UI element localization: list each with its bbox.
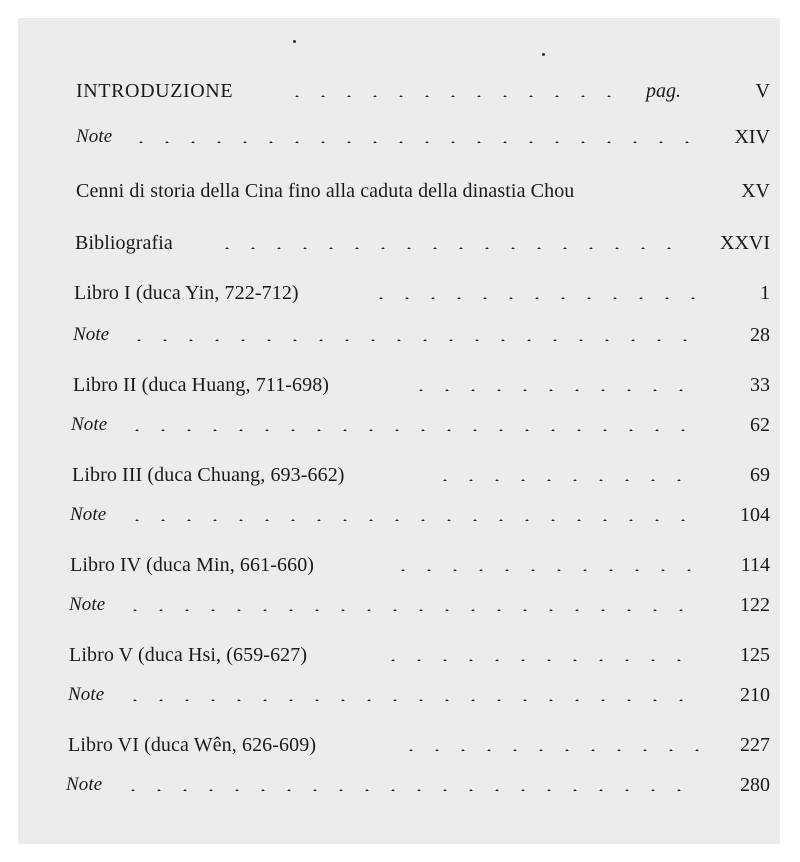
- dot-leader: [124, 519, 700, 521]
- toc-entry-page: 125: [740, 644, 770, 666]
- toc-entry-label: INTRODUZIONE: [76, 80, 234, 102]
- toc-entry-note: [18, 410, 780, 440]
- toc-entry-page: XIV: [734, 126, 770, 148]
- dot-leader: [128, 141, 698, 143]
- toc-entry-page: 104: [740, 504, 770, 526]
- toc-entry-label: Note: [68, 684, 105, 705]
- dot-leader: [122, 609, 700, 611]
- toc-entry-note: [18, 770, 780, 800]
- toc-entry-label: Cenni di storia della Cina fino alla caduta della dinastia Chou: [76, 180, 575, 202]
- toc-entry-label: Note: [76, 126, 113, 147]
- toc-entry-page: V: [755, 80, 770, 102]
- toc-entry-page: 1: [760, 282, 770, 304]
- toc-entry-label: Note: [66, 774, 103, 795]
- dot-leader: [380, 659, 700, 661]
- print-speck: [542, 53, 545, 56]
- toc-entry-libro-5: [18, 640, 780, 670]
- dot-leader: [432, 479, 700, 481]
- toc-entry-page: 69: [750, 464, 770, 486]
- toc-entry-introduzione: [18, 76, 780, 106]
- toc-entry-note: [18, 590, 780, 620]
- dot-leader: [126, 339, 700, 341]
- toc-entry-label: Note: [70, 504, 107, 525]
- toc-entry-libro-6: [18, 730, 780, 760]
- toc-entry-label: Libro III (duca Chuang, 693-662): [72, 464, 345, 486]
- toc-entry-label: Libro IV (duca Min, 661-660): [70, 554, 315, 576]
- toc-entry-label: Note: [73, 324, 110, 345]
- toc-entry-libro-1: [18, 278, 780, 308]
- toc-entry-note: [18, 320, 780, 350]
- pag-label: pag.: [646, 80, 681, 102]
- dot-leader: [284, 95, 620, 97]
- toc-entry-page: 62: [750, 414, 770, 436]
- book-page: [18, 18, 780, 844]
- toc-entry-label: Bibliografia: [75, 232, 173, 254]
- toc-entry-label: Libro I (duca Yin, 722-712): [74, 282, 299, 304]
- dot-leader: [214, 247, 684, 249]
- toc-entry-libro-4: [18, 550, 780, 580]
- toc-entry-libro-3: [18, 460, 780, 490]
- toc-entry-page: 114: [740, 554, 770, 576]
- toc-entry-label: Libro II (duca Huang, 711-698): [73, 374, 330, 396]
- toc-entry-label: Libro V (duca Hsi, (659-627): [69, 644, 308, 666]
- toc-entry-note: [18, 122, 780, 152]
- dot-leader: [390, 569, 700, 571]
- toc-entry-label: Note: [69, 594, 106, 615]
- dot-leader: [122, 699, 700, 701]
- toc-entry-note: [18, 680, 780, 710]
- toc-entry-page: 227: [740, 734, 770, 756]
- toc-entry-page: 122: [740, 594, 770, 616]
- dot-leader: [398, 749, 700, 751]
- toc-entry-page: XXVI: [720, 232, 770, 254]
- dot-leader: [368, 297, 698, 299]
- dot-leader: [120, 789, 700, 791]
- toc-entry-label: Libro VI (duca Wên, 626-609): [68, 734, 317, 756]
- dot-leader: [124, 429, 700, 431]
- toc-entry-page: 280: [740, 774, 770, 796]
- print-speck: [293, 40, 296, 43]
- toc-entry-note: [18, 500, 780, 530]
- dot-leader: [408, 389, 700, 391]
- toc-entry-page: 210: [740, 684, 770, 706]
- toc-entry-page: XV: [741, 180, 770, 202]
- toc-entry-page: 33: [750, 374, 770, 396]
- toc-entry-libro-2: [18, 370, 780, 400]
- toc-entry-page: 28: [750, 324, 770, 346]
- toc-entry-bibliografia: [18, 228, 780, 258]
- toc-entry-label: Note: [71, 414, 108, 435]
- toc-entry-cenni: [18, 176, 780, 206]
